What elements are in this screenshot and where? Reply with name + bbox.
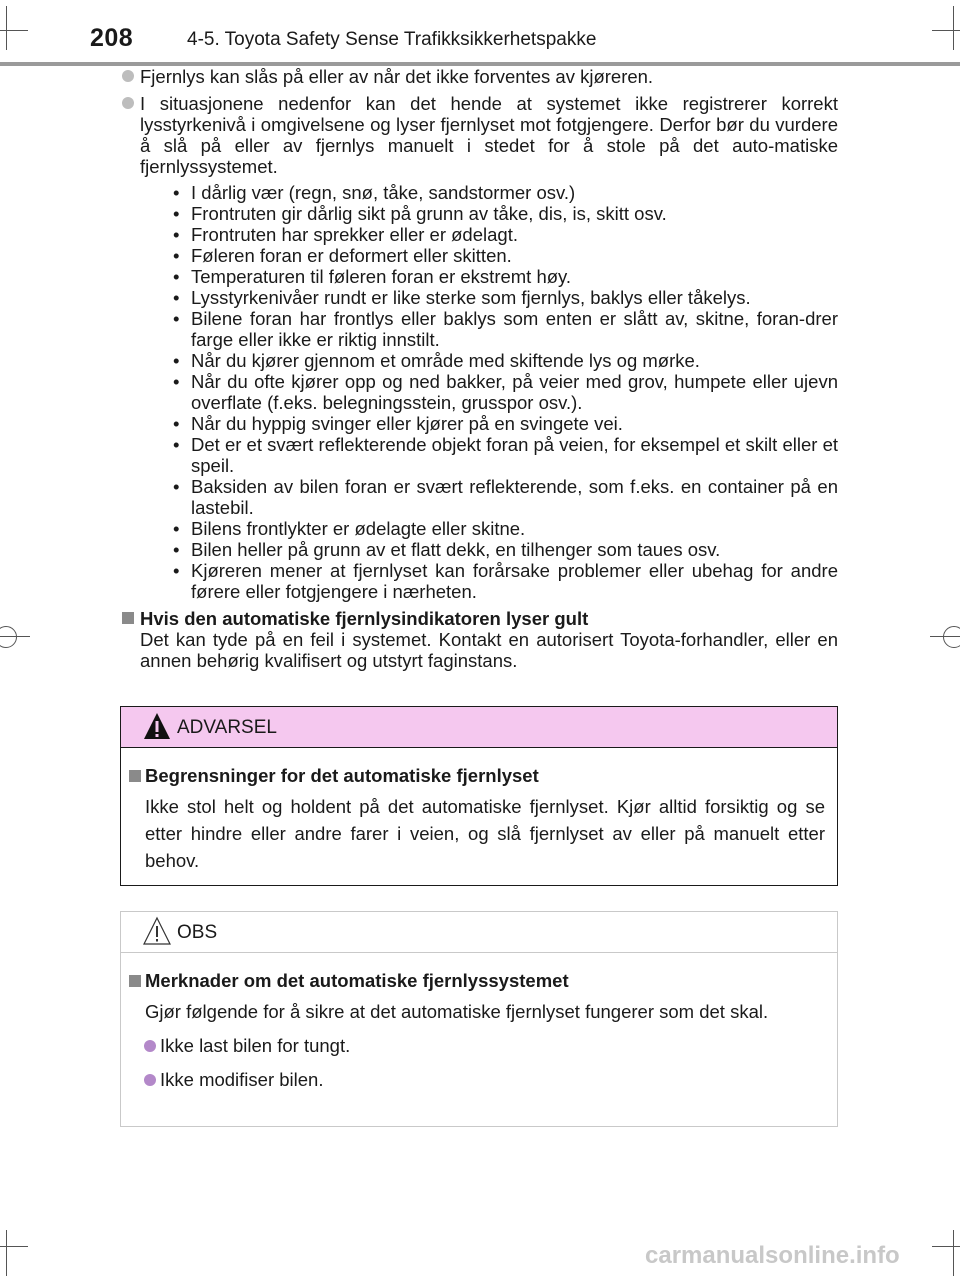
list-item: Ikke last bilen for tungt.	[129, 1032, 825, 1059]
crop-mark	[0, 1246, 28, 1247]
page-number: 208	[90, 24, 134, 52]
list-item: • Når du kjører gjennom et område med skiftende lys og mørke.	[173, 350, 700, 371]
notice-text: Gjør følgende for å sikre at det automatiske fjernlyset fungerer som det skal.	[145, 1001, 769, 1022]
caution-triangle-icon	[143, 916, 171, 946]
crop-mark	[0, 636, 30, 637]
notice-body	[121, 953, 837, 1093]
notice-box	[120, 911, 838, 1127]
list-item: • Når du ofte kjører opp og ned bakker, på veier med grov, humpete eller ujevn overflate (f.eks. belegningsstein, grusspor osv.).	[173, 371, 838, 413]
warning-box	[120, 706, 838, 886]
bullet-item: I situasjonene nedenfor kan det hende at systemet ikke registrerer korrekt lysstyrkenivå i omgivelsene og lyser fjernlyset mot fotgjengere. Derfor bør du vurdere å slå på eller av fjernlys manuelt i stedet for å stole på det auto-matiske fjernlyssystemet. • I dårlig vær (regn, snø, tåke, sandstormer osv.) • Frontruten gir dårlig sikt på grunn av tåke, dis, is, skitt osv. • Frontruten har sprekker eller er ødelagt. • Føleren foran er deformert eller skitten. • Temperaturen til føleren foran er ekstremt høy. • Lysstyrkenivåer rundt er like sterke som fjernlys, baklys eller tåkelys. • Bilene foran har frontlys eller baklys som enten er slått av, skitne, foran-drer farge eller ikke er riktig innstilt. • Når du kjører gjennom et område med skiftende lys og mørke. • Når du ofte kjører opp og ned bakker, på veier med grov, humpete eller ujevn overflate (f.eks. belegningsstein, grusspor osv.). • Når du hyppig svinger eller kjører på en svingete vei. • Det er et svært reflekterende objekt foran på veien, for eksempel et skilt eller et speil. • Baksiden av bilen foran er svært reflekterende, som f.eks. en container på en lastebil. • Bilens frontlykter er ødelagte eller skitne. • Bilen heller på grunn av et flatt dekk, en tilhenger som taues osv. • Kjøreren mener at fjernlyset kan forårsake problemer eller ubehag for andre førere eller fotgjengere i nærheten.	[122, 93, 838, 602]
list-item: • Når du hyppig svinger eller kjører på en svingete vei.	[173, 413, 623, 434]
list-item: • Frontruten gir dårlig sikt på grunn av tåke, dis, is, skitt osv.	[173, 203, 667, 224]
list-item: • Baksiden av bilen foran er svært reflekterende, som f.eks. en container på en lastebil.	[173, 476, 838, 518]
watermark: carmanualsonline.info	[645, 1242, 900, 1269]
page-header	[0, 24, 960, 60]
list-item: Ikke modifiser bilen.	[129, 1066, 825, 1093]
list-item: • Kjøreren mener at fjernlyset kan forårsake problemer eller ubehag for andre førere eller fotgjengere i nærheten.	[173, 560, 838, 602]
notice-heading: Merknader om det automatiske fjernlyssystemet	[129, 967, 825, 994]
bullet-item: Fjernlys kan slås på eller av når det ikke forventes av kjøreren.	[122, 66, 838, 87]
main-content	[122, 66, 838, 671]
list-item: • Bilen heller på grunn av et flatt dekk, en tilhenger som taues osv.	[173, 539, 721, 560]
warning-title: ADVARSEL	[177, 717, 277, 738]
square-bullet-icon	[129, 975, 141, 987]
notice-title: OBS	[177, 922, 218, 943]
list-item: • Bilene foran har frontlys eller baklys som enten er slått av, skitne, foran-drer farge eller ikke er riktig innstilt.	[173, 308, 838, 350]
square-bullet-icon	[129, 770, 141, 782]
indicator-heading: Hvis den automatiske fjernlysindikatoren lyser gult	[122, 608, 838, 629]
indicator-text: Det kan tyde på en feil i systemet. Kontakt en autorisert Toyota-forhandler, eller en annen behørig kvalifisert og utstyrt faginstans.	[140, 629, 838, 671]
list-item: • Lysstyrkenivåer rundt er like sterke som fjernlys, baklys eller tåkelys.	[173, 287, 751, 308]
warning-body	[121, 748, 837, 874]
bullet-dot-icon	[122, 97, 134, 109]
registration-mark	[0, 626, 17, 648]
crop-mark	[6, 1230, 7, 1276]
warning-triangle-icon	[143, 711, 171, 741]
warning-heading: Begrensninger for det automatiske fjernlyset	[129, 762, 825, 789]
list-item: • Temperaturen til føleren foran er ekstremt høy.	[173, 266, 572, 287]
notice-header	[121, 912, 837, 953]
list-item: • Det er et svært reflekterende objekt foran på veien, for eksempel et skilt eller et speil.	[173, 434, 838, 476]
registration-mark	[943, 626, 960, 648]
bullet-dot-icon	[144, 1040, 156, 1052]
list-item: • I dårlig vær (regn, snø, tåke, sandstormer osv.)	[173, 182, 576, 203]
bullet-dot-icon	[122, 70, 134, 82]
warning-text: Ikke stol helt og holdent på det automatiske fjernlyset. Kjør alltid forsiktig og se etter hindre eller andre farer i veien, og slå fjernlyset av eller på manuelt etter behov.	[145, 796, 825, 871]
crop-mark	[932, 1246, 960, 1247]
list-item: • Føleren foran er deformert eller skitten.	[173, 245, 512, 266]
bullet-dot-icon	[144, 1074, 156, 1086]
situation-list	[165, 182, 838, 602]
list-item: • Bilens frontlykter er ødelagte eller skitne.	[173, 518, 526, 539]
warning-header	[121, 707, 837, 748]
list-item: • Frontruten har sprekker eller er ødelagt.	[173, 224, 518, 245]
crop-mark	[953, 1230, 954, 1276]
square-bullet-icon	[122, 612, 134, 624]
crop-mark	[930, 636, 960, 637]
section-title: 4-5. Toyota Safety Sense Trafikksikkerhetspakke	[187, 29, 597, 50]
